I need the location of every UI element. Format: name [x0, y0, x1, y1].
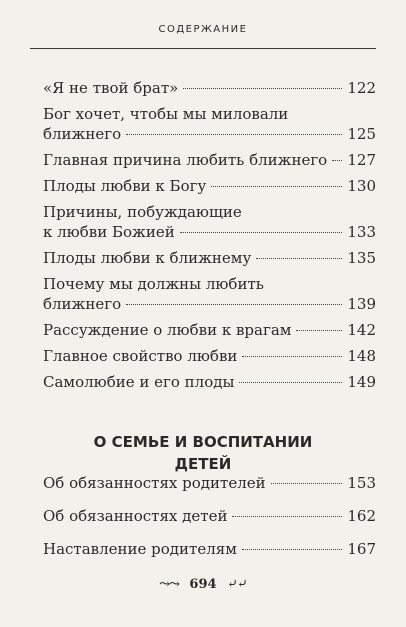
- page-footer: [0, 577, 406, 592]
- dot-leader: [242, 549, 343, 550]
- toc-entry-page: 153: [347, 474, 376, 492]
- footer-ornament-left: ⤳⤳: [159, 577, 179, 592]
- toc-entry: [43, 506, 376, 526]
- toc-entry-title: Наставление родителям: [43, 540, 237, 558]
- dot-leader: [239, 382, 342, 383]
- toc-entry-title-line: Почему мы должны любить: [43, 275, 264, 293]
- toc-entry-page: 127: [347, 151, 376, 169]
- toc-entry-title: Главная причина любить ближнего: [43, 151, 328, 169]
- toc-entry-page: 142: [347, 321, 376, 339]
- toc-entry-page: 149: [347, 373, 376, 391]
- dot-leader: [332, 160, 342, 161]
- toc-entry: [43, 78, 376, 98]
- dot-leader: [296, 330, 342, 331]
- header-rule: [30, 48, 376, 49]
- toc-entry: [43, 372, 376, 392]
- dot-leader: [256, 258, 342, 259]
- dot-leader: [180, 232, 343, 233]
- toc-entry: [43, 539, 376, 559]
- toc-entry-title: ближнего: [43, 125, 122, 143]
- toc-list-part1: [43, 78, 376, 392]
- toc-entry-title: Об обязанностях родителей: [43, 474, 266, 492]
- dot-leader: [183, 88, 342, 89]
- toc-entry-page: 135: [347, 249, 376, 267]
- section-heading: [0, 431, 406, 475]
- toc-entry-page: 130: [347, 177, 376, 195]
- toc-entry: [43, 150, 376, 170]
- dot-leader: [211, 186, 342, 187]
- toc-entry: [43, 202, 376, 242]
- toc-entry-page: 122: [347, 79, 376, 97]
- toc-entry-title-line: Причины, побуждающие: [43, 203, 242, 221]
- toc-entry-title: Об обязанностях детей: [43, 507, 228, 525]
- page-number: 694: [189, 577, 217, 592]
- toc-entry-page: 125: [347, 125, 376, 143]
- section-heading-line2: ДЕТЕЙ: [174, 455, 232, 473]
- toc-entry-title: Плоды любви к ближнему: [43, 249, 252, 267]
- toc-entry-title: Рассуждение о любви к врагам: [43, 321, 292, 339]
- toc-entry: [43, 248, 376, 268]
- toc-entry: [43, 473, 376, 493]
- toc-entry-title: Главное свойство любви: [43, 347, 238, 365]
- toc-entry: [43, 346, 376, 366]
- toc-list-part2: [43, 473, 376, 559]
- toc-entry-page: 148: [347, 347, 376, 365]
- toc-entry-page: 139: [347, 295, 376, 313]
- toc-entry-page: 162: [347, 507, 376, 525]
- toc-entry-title: к любви Божией: [43, 223, 175, 241]
- dot-leader: [126, 304, 342, 305]
- section-heading-line1: О СЕМЬЕ И ВОСПИТАНИИ: [93, 433, 313, 451]
- toc-entry-title: Самолюбие и его плоды: [43, 373, 235, 391]
- toc-entry-page: 133: [347, 223, 376, 241]
- footer-ornament-right: ⤶⤶: [227, 577, 247, 592]
- dot-leader: [232, 516, 342, 517]
- toc-entry-title-line: Бог хочет, чтобы мы миловали: [43, 105, 289, 123]
- dot-leader: [242, 356, 342, 357]
- toc-entry: [43, 274, 376, 314]
- dot-leader: [271, 483, 343, 484]
- toc-entry-title: «Я не твой брат»: [43, 79, 179, 97]
- toc-entry: [43, 104, 376, 144]
- dot-leader: [126, 134, 342, 135]
- toc-entry: [43, 320, 376, 340]
- toc-entry: [43, 176, 376, 196]
- toc-entry-page: 167: [347, 540, 376, 558]
- toc-entry-title: Плоды любви к Богу: [43, 177, 207, 195]
- toc-entry-title: ближнего: [43, 295, 122, 313]
- running-header: СОДЕРЖАНИЕ: [158, 24, 248, 35]
